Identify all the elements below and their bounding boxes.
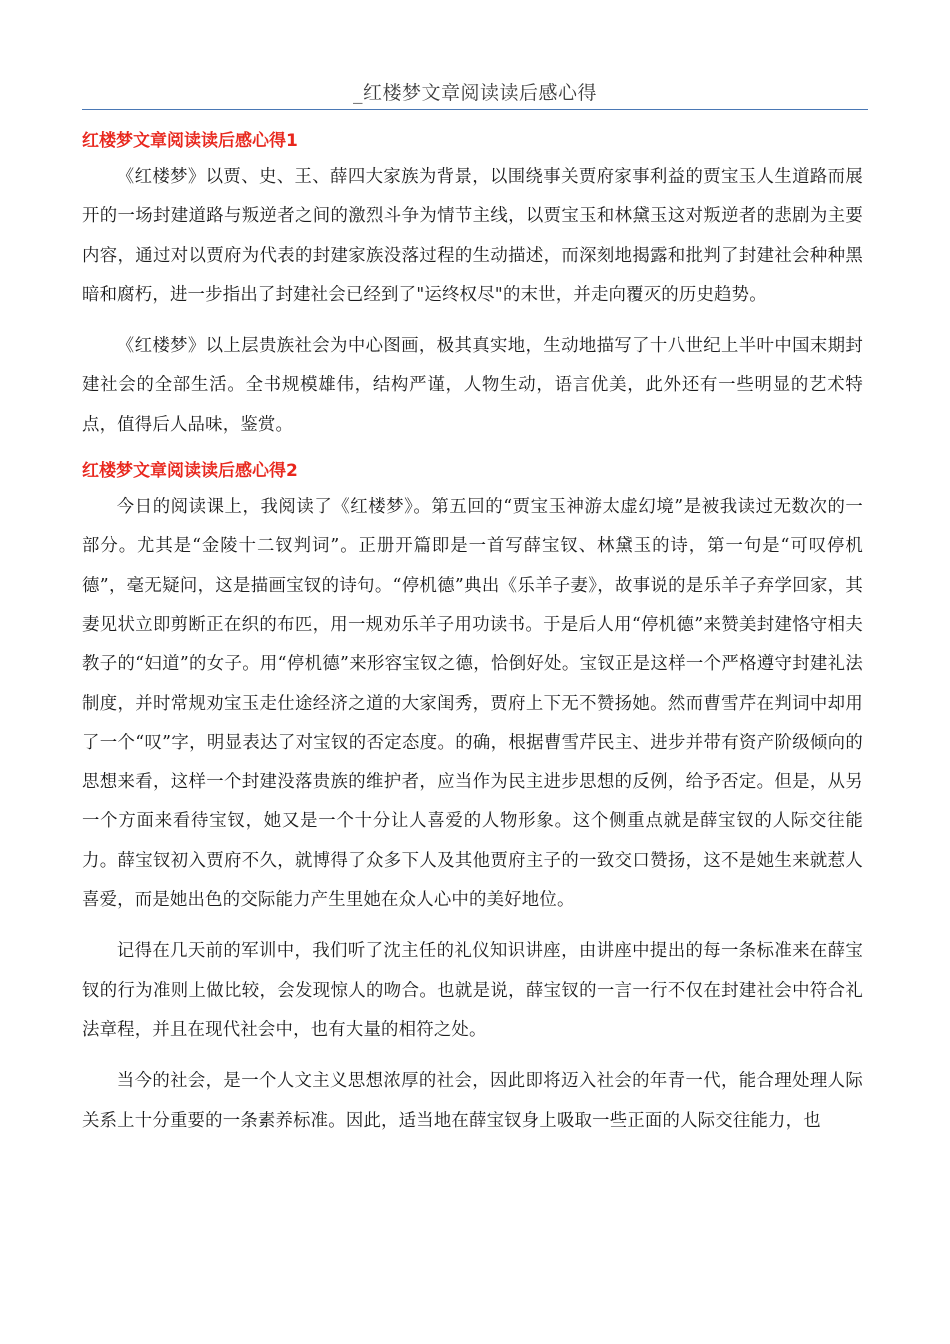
paragraph: 记得在几天前的军训中，我们听了沈主任的礼仪知识讲座，由讲座中提出的每一条标准来在薛宝钗的行为准则上做比较，会发现惊人的吻合。也就是说，薛宝钗的一言一行不仅在封建社会中符合礼法章程，并且在现代社会中，也有大量的相符之处。 xyxy=(82,941,863,1040)
header-divider xyxy=(82,109,868,110)
paragraph: 今日的阅读课上，我阅读了《红楼梦》。第五回的“贾宝玉神游太虚幻境”是被我读过无数次的一部分。尤其是“金陵十二钗判词”。正册开篇即是一首写薛宝钗、林黛玉的诗，第一句是“可叹停机德”，毫无疑问，这是描画宝钗的诗句。“停机德”典出《乐羊子妻》，故事说的是乐羊子弃学回家，其妻见状立即剪断正在织的布匹，用一规劝乐羊子用功读书。于是后人用“停机德”来赞美封建恪守相夫教子的“妇道”的女子。用“停机德”来形容宝钗之德，恰倒好处。宝钗正是这样一个严格遵守封建礼法制度，并时常规劝宝玉走仕途经济之道的大家闺秀，贾府上下无不赞扬她。然而曹雪芹在判词中却用了一个“叹”字，明显表达了对宝钗的否定态度。的确，根据曹雪芹民主、进步并带有资产阶级倾向的思想来看，这样一个封建没落贵族的维护者，应当作为民主进步思想的反例，给予否定。但是，从另一个方面来看待宝钗，她又是一个十分让人喜爱的人物形象。这个侧重点就是薛宝钗的人际交往能力。薛宝钗初入贾府不久，就博得了众多下人及其他贾府主子的一致交口赞扬，这不是她生来就惹人喜爱，而是她出色的交际能力产生里她在众人心中的美好地位。 xyxy=(82,497,863,911)
document-body xyxy=(82,124,863,1141)
paragraph: 《红楼梦》以上层贵族社会为中心图画，极其真实地，生动地描写了十八世纪上半叶中国末期封建社会的全部生活。全书规模雄伟，结构严谨，人物生动，语言优美，此外还有一些明显的艺术特点，值得后人品味，鉴赏。 xyxy=(82,336,863,435)
paragraph: 《红楼梦》以贾、史、王、薛四大家族为背景，以围绕事关贾府家事利益的贾宝玉人生道路而展开的一场封建道路与叛逆者之间的激烈斗争为情节主线，以贾宝玉和林黛玉这对叛逆者的悲剧为主要内容，通过对以贾府为代表的封建家族没落过程的生动描述，而深刻地揭露和批判了封建社会种种黑暗和腐朽，进一步指出了封建社会已经到了"运终权尽"的末世，并走向覆灭的历史趋势。 xyxy=(82,167,863,305)
section-heading-1: 红楼梦文章阅读读后感心得1 xyxy=(82,131,298,151)
page-header-title: _红楼梦文章阅读读后感心得 xyxy=(352,82,597,104)
section-heading-2: 红楼梦文章阅读读后感心得2 xyxy=(82,461,298,482)
paragraph: 当今的社会，是一个人文主义思想浓厚的社会，因此即将迈入社会的年青一代，能合理处理人际关系上十分重要的一条素养标准。因此，适当地在薛宝钗身上吸取一些正面的人际交往能力，也 xyxy=(82,1071,863,1131)
